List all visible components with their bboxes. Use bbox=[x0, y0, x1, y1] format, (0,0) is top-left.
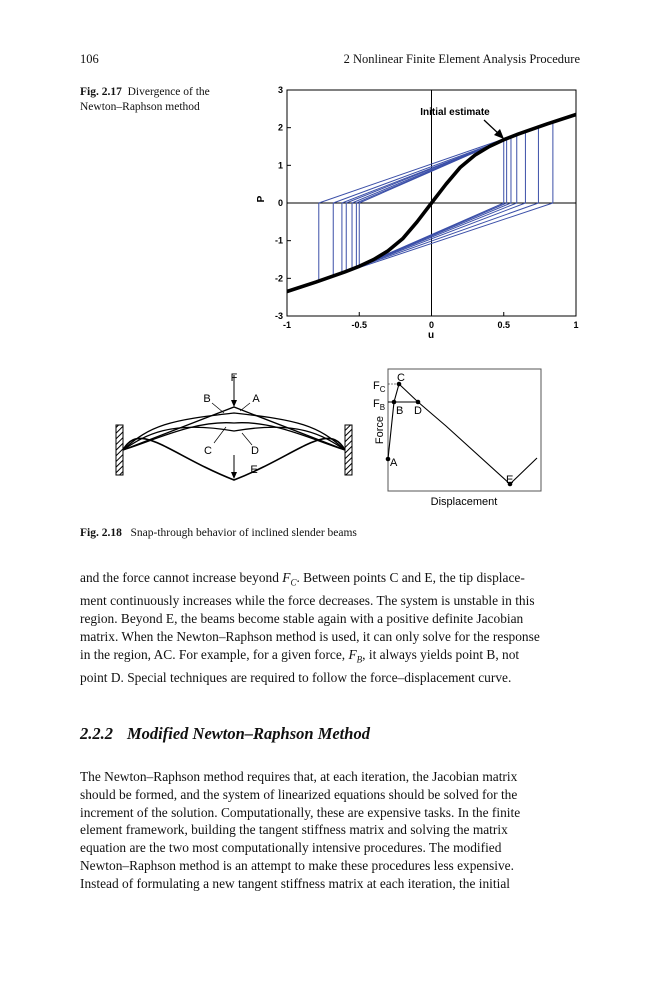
y-tick-label: -3 bbox=[274, 311, 283, 321]
fig18-label: Fig. 2.18 bbox=[80, 527, 122, 539]
fig18-beam-diagram bbox=[110, 365, 360, 490]
para1-line: matrix. When the Newton–Raphson method is used, it can only solve for the response bbox=[80, 629, 540, 645]
left-wall bbox=[116, 425, 123, 475]
label-f: F bbox=[230, 372, 238, 384]
graph-frame bbox=[388, 369, 541, 491]
right-wall bbox=[345, 425, 352, 475]
beam-shape-c bbox=[123, 423, 345, 450]
label-a: A bbox=[252, 393, 260, 405]
para1-line: region. Beyond E, the beams become stable again with a positive definite Jacobian bbox=[80, 611, 524, 627]
para2-line: equation are the two most computationally intensive procedures. The modified bbox=[80, 840, 502, 856]
force-arrow-lower-head-icon bbox=[231, 472, 237, 479]
point-d bbox=[416, 400, 421, 405]
graph-y-label: Force bbox=[374, 415, 386, 445]
para2-line: increment of the solution. Computationally, these are expensive tasks. In the finite bbox=[80, 804, 521, 820]
force-arrow-head-icon bbox=[231, 400, 237, 407]
y-tick-label: 2 bbox=[277, 122, 283, 133]
section-number: 2.2.2 bbox=[80, 724, 113, 743]
label-d: D bbox=[251, 445, 259, 457]
y-axis-label: P bbox=[256, 195, 267, 203]
graph-point-c-label: C bbox=[397, 372, 405, 384]
fig18-force-displacement-graph bbox=[366, 362, 551, 512]
para2-line: Instead of formulating a new tangent stiffness matrix at each iteration, the initial bbox=[80, 875, 510, 891]
para2-line: element framework, building the tangent stiffness matrix and solving the matrix bbox=[80, 822, 508, 838]
label-e: E bbox=[250, 464, 258, 476]
para2-line: The Newton–Raphson method requires that, at each iteration, the Jacobian matrix bbox=[80, 769, 518, 784]
leader-b bbox=[212, 403, 224, 413]
para1-line: and the force cannot increase beyond $F_C$. Between points C and E, the tip displace- bbox=[80, 570, 525, 588]
x-axis-label: u bbox=[427, 330, 435, 341]
y-tick-label: 1 bbox=[277, 160, 283, 171]
point-b bbox=[392, 400, 397, 405]
initial-estimate-annotation: Initial estimate bbox=[420, 107, 490, 118]
x-tick-label: 1 bbox=[573, 320, 579, 330]
graph-point-d-label: D bbox=[414, 405, 422, 417]
fig17-caption bbox=[80, 85, 250, 115]
graph-point-b-label: B bbox=[396, 405, 404, 417]
x-tick-label: 0.5 bbox=[497, 320, 511, 330]
leader-a bbox=[240, 403, 250, 411]
para1-line: in the region, AC. For example, for a given force, $F_B$, it always yields point B, not bbox=[80, 646, 520, 665]
graph-point-a-label: A bbox=[390, 457, 398, 469]
y-tick-label: 0 bbox=[277, 198, 283, 208]
section-title: Modified Newton–Raphson Method bbox=[127, 724, 370, 743]
para1-line: ment continuously increases while the force decreases. The system is unstable in this bbox=[80, 593, 535, 609]
fig17-label: Fig. 2.17 bbox=[80, 86, 122, 98]
para1-line: point D. Special techniques are required to follow the force–displacement curve. bbox=[80, 670, 512, 686]
label-b: B bbox=[203, 393, 211, 405]
paragraph-snap-through bbox=[80, 569, 580, 687]
y-tick-label: -2 bbox=[274, 273, 283, 284]
page-number: 106 bbox=[80, 52, 99, 66]
graph-x-label: Displacement bbox=[430, 496, 498, 508]
running-title: 2 Nonlinear Finite Element Analysis Procedure bbox=[343, 52, 580, 66]
x-tick-label: -0.5 bbox=[351, 320, 368, 330]
leader-d bbox=[242, 433, 252, 445]
fig17-chart bbox=[250, 82, 590, 342]
fb-label: $F_B$ bbox=[373, 398, 386, 412]
paragraph-modified-nr bbox=[80, 768, 580, 893]
graph-point-e-label: E bbox=[506, 474, 514, 486]
fig18-caption bbox=[80, 526, 357, 541]
label-c: C bbox=[204, 445, 212, 457]
y-tick-label: -1 bbox=[274, 235, 283, 246]
fc-label: $F_C$ bbox=[373, 380, 386, 394]
para2-line: Newton–Raphson method is an attempt to make these procedures less expensive. bbox=[80, 857, 514, 873]
y-tick-label: 3 bbox=[277, 85, 283, 95]
chart-plot bbox=[275, 85, 579, 330]
x-tick-label: 0 bbox=[428, 320, 435, 330]
x-tick-label: -1 bbox=[282, 320, 292, 330]
para2-line: should be formed, and the system of linearized equations should be solved for the bbox=[80, 786, 518, 802]
section-heading bbox=[80, 724, 370, 744]
force-displacement-curve bbox=[388, 384, 537, 484]
fig17-caption-text: Divergence of the Newton–Raphson method bbox=[80, 86, 210, 113]
fig18-caption-text: Snap-through behavior of inclined slender beams bbox=[130, 527, 357, 539]
